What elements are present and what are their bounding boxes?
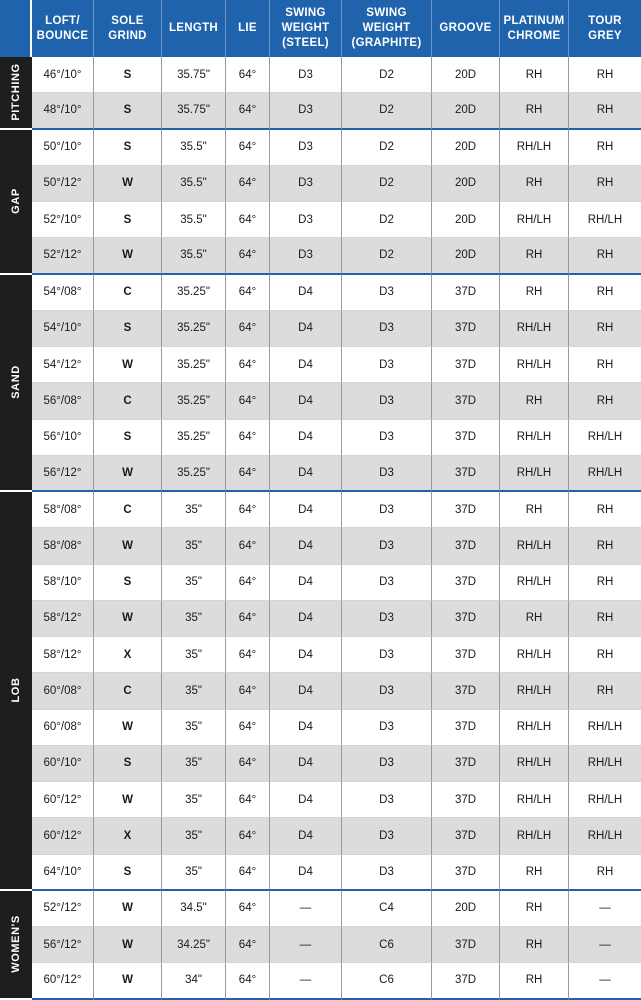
cell-platinum-chrome: RH (500, 927, 569, 963)
cell-sole-grind: C (94, 673, 162, 709)
header-loft-bounce: LOFT/ BOUNCE (32, 0, 94, 57)
table-row (32, 782, 641, 818)
cell-groove: 37D (432, 710, 500, 746)
cell-groove: 37D (432, 347, 500, 383)
cell-swing-weight-steel: D4 (270, 420, 342, 456)
cell-lie: 64° (226, 528, 270, 564)
cell-lie: 64° (226, 927, 270, 963)
cell-lie: 64° (226, 420, 270, 456)
cell-loft-bounce: 56°/10° (32, 420, 94, 456)
cell-sole-grind: S (94, 420, 162, 456)
cell-platinum-chrome: RH (500, 93, 569, 129)
cell-length: 35.25" (162, 275, 226, 311)
table-row (32, 238, 641, 274)
cell-loft-bounce: 46°/10° (32, 57, 94, 93)
cell-platinum-chrome: RH/LH (500, 130, 569, 166)
cell-platinum-chrome: RH/LH (500, 420, 569, 456)
cell-sole-grind: S (94, 311, 162, 347)
cell-platinum-chrome: RH/LH (500, 202, 569, 238)
cell-tour-grey: — (569, 891, 641, 927)
cell-sole-grind: X (94, 637, 162, 673)
cell-sole-grind: W (94, 166, 162, 202)
cell-lie: 64° (226, 673, 270, 709)
cell-length: 35" (162, 528, 226, 564)
cell-swing-weight-graphite: D3 (342, 492, 432, 528)
cell-sole-grind: W (94, 927, 162, 963)
cell-loft-bounce: 48°/10° (32, 93, 94, 129)
cell-groove: 20D (432, 93, 500, 129)
cell-loft-bounce: 54°/08° (32, 275, 94, 311)
cell-swing-weight-steel: D4 (270, 528, 342, 564)
cell-platinum-chrome: RH (500, 891, 569, 927)
cell-swing-weight-graphite: D2 (342, 57, 432, 93)
cell-loft-bounce: 54°/12° (32, 347, 94, 383)
cell-groove: 37D (432, 420, 500, 456)
cell-sole-grind: W (94, 601, 162, 637)
cell-swing-weight-steel: D4 (270, 492, 342, 528)
group-womens (0, 891, 32, 1000)
cell-length: 35.75" (162, 93, 226, 129)
cell-sole-grind: S (94, 130, 162, 166)
header-groove: GROOVE (432, 0, 500, 57)
cell-swing-weight-steel: — (270, 963, 342, 999)
cell-tour-grey: — (569, 963, 641, 999)
cell-groove: 37D (432, 782, 500, 818)
cell-sole-grind: W (94, 238, 162, 274)
cell-tour-grey: RH (569, 238, 641, 274)
cell-groove: 37D (432, 275, 500, 311)
cell-loft-bounce: 52°/12° (32, 891, 94, 927)
cell-length: 35.5" (162, 202, 226, 238)
cell-swing-weight-graphite: C4 (342, 891, 432, 927)
table-row (32, 93, 641, 129)
cell-length: 35.5" (162, 238, 226, 274)
cell-swing-weight-graphite: D2 (342, 93, 432, 129)
cell-loft-bounce: 60°/10° (32, 746, 94, 782)
table-row (32, 891, 641, 927)
cell-lie: 64° (226, 311, 270, 347)
cell-swing-weight-graphite: D3 (342, 420, 432, 456)
cell-tour-grey: RH (569, 383, 641, 419)
cell-loft-bounce: 60°/08° (32, 673, 94, 709)
cell-groove: 37D (432, 746, 500, 782)
table-rows (32, 57, 641, 1000)
cell-swing-weight-graphite: D3 (342, 855, 432, 891)
header-platinum-chrome: PLATINUM CHROME (500, 0, 569, 57)
cell-groove: 37D (432, 528, 500, 564)
cell-sole-grind: X (94, 818, 162, 854)
table-header (0, 0, 641, 57)
cell-platinum-chrome: RH/LH (500, 673, 569, 709)
cell-loft-bounce: 58°/08° (32, 492, 94, 528)
cell-tour-grey: RH (569, 601, 641, 637)
cell-groove: 37D (432, 818, 500, 854)
table-row (32, 601, 641, 637)
group-lob (0, 492, 32, 891)
cell-loft-bounce: 58°/08° (32, 528, 94, 564)
cell-loft-bounce: 52°/10° (32, 202, 94, 238)
cell-platinum-chrome: RH/LH (500, 528, 569, 564)
cell-sole-grind: S (94, 855, 162, 891)
group-labels (0, 57, 32, 1000)
cell-tour-grey: RH (569, 275, 641, 311)
cell-platinum-chrome: RH/LH (500, 456, 569, 492)
table-row (32, 202, 641, 238)
cell-lie: 64° (226, 202, 270, 238)
cell-swing-weight-graphite: D3 (342, 383, 432, 419)
cell-loft-bounce: 60°/12° (32, 963, 94, 999)
cell-tour-grey: RH (569, 492, 641, 528)
cell-length: 35" (162, 855, 226, 891)
header-tour-grey: TOUR GREY (588, 14, 622, 42)
cell-swing-weight-graphite: D3 (342, 565, 432, 601)
cell-swing-weight-graphite: D3 (342, 275, 432, 311)
cell-groove: 20D (432, 238, 500, 274)
cell-loft-bounce: 50°/10° (32, 130, 94, 166)
cell-lie: 64° (226, 782, 270, 818)
cell-sole-grind: S (94, 746, 162, 782)
cell-lie: 64° (226, 275, 270, 311)
cell-tour-grey: RH (569, 855, 641, 891)
cell-swing-weight-steel: — (270, 927, 342, 963)
cell-lie: 64° (226, 238, 270, 274)
cell-length: 35" (162, 673, 226, 709)
table-row (32, 746, 641, 782)
cell-swing-weight-steel: D3 (270, 130, 342, 166)
cell-swing-weight-steel: D4 (270, 601, 342, 637)
cell-swing-weight-graphite: C6 (342, 963, 432, 999)
cell-groove: 37D (432, 601, 500, 637)
cell-swing-weight-steel: D4 (270, 637, 342, 673)
cell-swing-weight-steel: D3 (270, 93, 342, 129)
group-label: GAP (10, 188, 22, 214)
cell-loft-bounce: 58°/12° (32, 637, 94, 673)
cell-length: 35" (162, 601, 226, 637)
cell-lie: 64° (226, 746, 270, 782)
cell-groove: 20D (432, 202, 500, 238)
table-row (32, 130, 641, 166)
cell-length: 35.25" (162, 456, 226, 492)
cell-platinum-chrome: RH/LH (500, 782, 569, 818)
cell-length: 34.5" (162, 891, 226, 927)
cell-groove: 37D (432, 673, 500, 709)
cell-swing-weight-steel: D3 (270, 202, 342, 238)
cell-swing-weight-graphite: C6 (342, 927, 432, 963)
cell-sole-grind: W (94, 782, 162, 818)
cell-length: 35" (162, 746, 226, 782)
cell-sole-grind: W (94, 528, 162, 564)
table-row (32, 311, 641, 347)
cell-lie: 64° (226, 57, 270, 93)
cell-length: 35" (162, 782, 226, 818)
cell-tour-grey: RH/LH (569, 420, 641, 456)
cell-tour-grey: RH/LH (569, 746, 641, 782)
table-row (32, 347, 641, 383)
cell-lie: 64° (226, 963, 270, 999)
cell-lie: 64° (226, 565, 270, 601)
cell-swing-weight-steel: D4 (270, 456, 342, 492)
cell-lie: 64° (226, 601, 270, 637)
table-row (32, 637, 641, 673)
cell-swing-weight-steel: D4 (270, 710, 342, 746)
cell-tour-grey: RH (569, 528, 641, 564)
cell-sole-grind: C (94, 275, 162, 311)
cell-platinum-chrome: RH/LH (500, 710, 569, 746)
table-row (32, 456, 641, 492)
cell-length: 35.25" (162, 420, 226, 456)
table-row (32, 673, 641, 709)
cell-loft-bounce: 60°/12° (32, 818, 94, 854)
cell-platinum-chrome: RH (500, 166, 569, 202)
cell-groove: 37D (432, 855, 500, 891)
header-swing-weight-graphite: SWING WEIGHT (GRAPHITE) (342, 0, 432, 57)
cell-swing-weight-steel: D4 (270, 855, 342, 891)
cell-tour-grey: RH (569, 166, 641, 202)
table-row (32, 565, 641, 601)
cell-platinum-chrome: RH/LH (500, 347, 569, 383)
cell-platinum-chrome: RH (500, 963, 569, 999)
cell-tour-grey: RH (569, 637, 641, 673)
cell-groove: 20D (432, 57, 500, 93)
cell-loft-bounce: 58°/10° (32, 565, 94, 601)
cell-swing-weight-steel: D3 (270, 238, 342, 274)
cell-swing-weight-steel: D4 (270, 782, 342, 818)
cell-tour-grey: RH/LH (569, 818, 641, 854)
cell-sole-grind: S (94, 57, 162, 93)
table-row (32, 855, 641, 891)
cell-swing-weight-graphite: D3 (342, 456, 432, 492)
cell-length: 34" (162, 963, 226, 999)
cell-swing-weight-steel: D4 (270, 383, 342, 419)
cell-swing-weight-steel: D3 (270, 166, 342, 202)
cell-length: 35.25" (162, 347, 226, 383)
table-row (32, 420, 641, 456)
cell-length: 35.25" (162, 383, 226, 419)
cell-loft-bounce: 56°/08° (32, 383, 94, 419)
cell-tour-grey: RH (569, 93, 641, 129)
table-row (32, 710, 641, 746)
cell-lie: 64° (226, 855, 270, 891)
cell-swing-weight-graphite: D2 (342, 166, 432, 202)
cell-groove: 37D (432, 492, 500, 528)
cell-sole-grind: S (94, 565, 162, 601)
cell-length: 35" (162, 492, 226, 528)
cell-swing-weight-steel: D4 (270, 311, 342, 347)
cell-length: 35" (162, 710, 226, 746)
table-row (32, 275, 641, 311)
cell-sole-grind: S (94, 202, 162, 238)
cell-sole-grind: W (94, 456, 162, 492)
cell-tour-grey: RH (569, 57, 641, 93)
cell-swing-weight-graphite: D2 (342, 130, 432, 166)
cell-swing-weight-steel: D4 (270, 673, 342, 709)
cell-lie: 64° (226, 818, 270, 854)
cell-swing-weight-steel: D4 (270, 746, 342, 782)
cell-swing-weight-steel: D4 (270, 347, 342, 383)
cell-groove: 20D (432, 166, 500, 202)
cell-swing-weight-graphite: D3 (342, 746, 432, 782)
cell-swing-weight-steel: D3 (270, 57, 342, 93)
cell-platinum-chrome: RH/LH (500, 746, 569, 782)
cell-swing-weight-graphite: D3 (342, 601, 432, 637)
cell-lie: 64° (226, 710, 270, 746)
table-row (32, 818, 641, 854)
cell-loft-bounce: 56°/12° (32, 927, 94, 963)
table-row (32, 927, 641, 963)
group-label: WOMEN'S (10, 915, 22, 973)
cell-length: 35" (162, 637, 226, 673)
cell-sole-grind: W (94, 963, 162, 999)
cell-sole-grind: W (94, 891, 162, 927)
cell-sole-grind: W (94, 710, 162, 746)
header-sole-grind: SOLE GRIND (94, 0, 162, 57)
cell-platinum-chrome: RH/LH (500, 818, 569, 854)
cell-swing-weight-graphite: D3 (342, 673, 432, 709)
cell-loft-bounce: 50°/12° (32, 166, 94, 202)
table-row (32, 166, 641, 202)
cell-lie: 64° (226, 492, 270, 528)
cell-platinum-chrome: RH/LH (500, 637, 569, 673)
cell-swing-weight-steel: D4 (270, 818, 342, 854)
group-label: LOB (10, 677, 22, 703)
cell-loft-bounce: 56°/12° (32, 456, 94, 492)
cell-platinum-chrome: RH (500, 492, 569, 528)
cell-platinum-chrome: RH (500, 57, 569, 93)
cell-groove: 37D (432, 963, 500, 999)
cell-swing-weight-graphite: D3 (342, 782, 432, 818)
cell-sole-grind: C (94, 492, 162, 528)
group-sand (0, 275, 32, 493)
cell-swing-weight-steel: — (270, 891, 342, 927)
header-group (0, 0, 32, 57)
cell-lie: 64° (226, 637, 270, 673)
cell-loft-bounce: 60°/12° (32, 782, 94, 818)
table-row (32, 963, 641, 999)
cell-groove: 20D (432, 130, 500, 166)
cell-tour-grey: RH/LH (569, 202, 641, 238)
cell-loft-bounce: 64°/10° (32, 855, 94, 891)
cell-swing-weight-graphite: D3 (342, 710, 432, 746)
cell-swing-weight-steel: D4 (270, 565, 342, 601)
cell-lie: 64° (226, 166, 270, 202)
cell-sole-grind: W (94, 347, 162, 383)
cell-sole-grind: C (94, 383, 162, 419)
header-length: LENGTH (162, 0, 226, 57)
cell-lie: 64° (226, 891, 270, 927)
group-label: PITCHING (10, 63, 22, 121)
cell-swing-weight-graphite: D3 (342, 528, 432, 564)
cell-tour-grey: RH/LH (569, 456, 641, 492)
cell-platinum-chrome: RH/LH (500, 565, 569, 601)
cell-lie: 64° (226, 383, 270, 419)
cell-tour-grey: RH (569, 130, 641, 166)
cell-tour-grey: RH/LH (569, 710, 641, 746)
cell-tour-grey: RH/LH (569, 782, 641, 818)
cell-platinum-chrome: RH (500, 855, 569, 891)
cell-groove: 37D (432, 383, 500, 419)
cell-groove: 37D (432, 311, 500, 347)
cell-swing-weight-graphite: D2 (342, 202, 432, 238)
cell-length: 35" (162, 818, 226, 854)
cell-length: 35.75" (162, 57, 226, 93)
cell-tour-grey: RH (569, 311, 641, 347)
table-body (0, 57, 641, 1000)
cell-loft-bounce: 58°/12° (32, 601, 94, 637)
cell-swing-weight-steel: D4 (270, 275, 342, 311)
cell-lie: 64° (226, 347, 270, 383)
group-pitching (0, 57, 32, 130)
cell-groove: 20D (432, 891, 500, 927)
cell-length: 34.25" (162, 927, 226, 963)
cell-lie: 64° (226, 456, 270, 492)
cell-groove: 37D (432, 637, 500, 673)
cell-platinum-chrome: RH (500, 601, 569, 637)
cell-groove: 37D (432, 456, 500, 492)
table-row (32, 383, 641, 419)
table-row (32, 528, 641, 564)
cell-length: 35.25" (162, 311, 226, 347)
cell-length: 35.5" (162, 166, 226, 202)
cell-loft-bounce: 54°/10° (32, 311, 94, 347)
cell-lie: 64° (226, 93, 270, 129)
cell-groove: 37D (432, 565, 500, 601)
cell-lie: 64° (226, 130, 270, 166)
cell-swing-weight-graphite: D2 (342, 238, 432, 274)
cell-tour-grey: RH (569, 673, 641, 709)
cell-swing-weight-graphite: D3 (342, 818, 432, 854)
cell-swing-weight-graphite: D3 (342, 311, 432, 347)
cell-length: 35" (162, 565, 226, 601)
cell-loft-bounce: 60°/08° (32, 710, 94, 746)
cell-platinum-chrome: RH (500, 275, 569, 311)
cell-swing-weight-graphite: D3 (342, 347, 432, 383)
cell-loft-bounce: 52°/12° (32, 238, 94, 274)
cell-tour-grey: — (569, 927, 641, 963)
header-lie: LIE (226, 0, 270, 57)
cell-tour-grey: RH (569, 565, 641, 601)
cell-groove: 37D (432, 927, 500, 963)
cell-length: 35.5" (162, 130, 226, 166)
group-gap (0, 130, 32, 275)
cell-swing-weight-graphite: D3 (342, 637, 432, 673)
table-row (32, 492, 641, 528)
header-swing-weight-steel: SWING WEIGHT (STEEL) (270, 0, 342, 57)
cell-platinum-chrome: RH/LH (500, 311, 569, 347)
cell-tour-grey: RH (569, 347, 641, 383)
cell-sole-grind: S (94, 93, 162, 129)
table-row (32, 57, 641, 93)
cell-platinum-chrome: RH (500, 238, 569, 274)
group-label: SAND (10, 365, 22, 400)
cell-platinum-chrome: RH (500, 383, 569, 419)
